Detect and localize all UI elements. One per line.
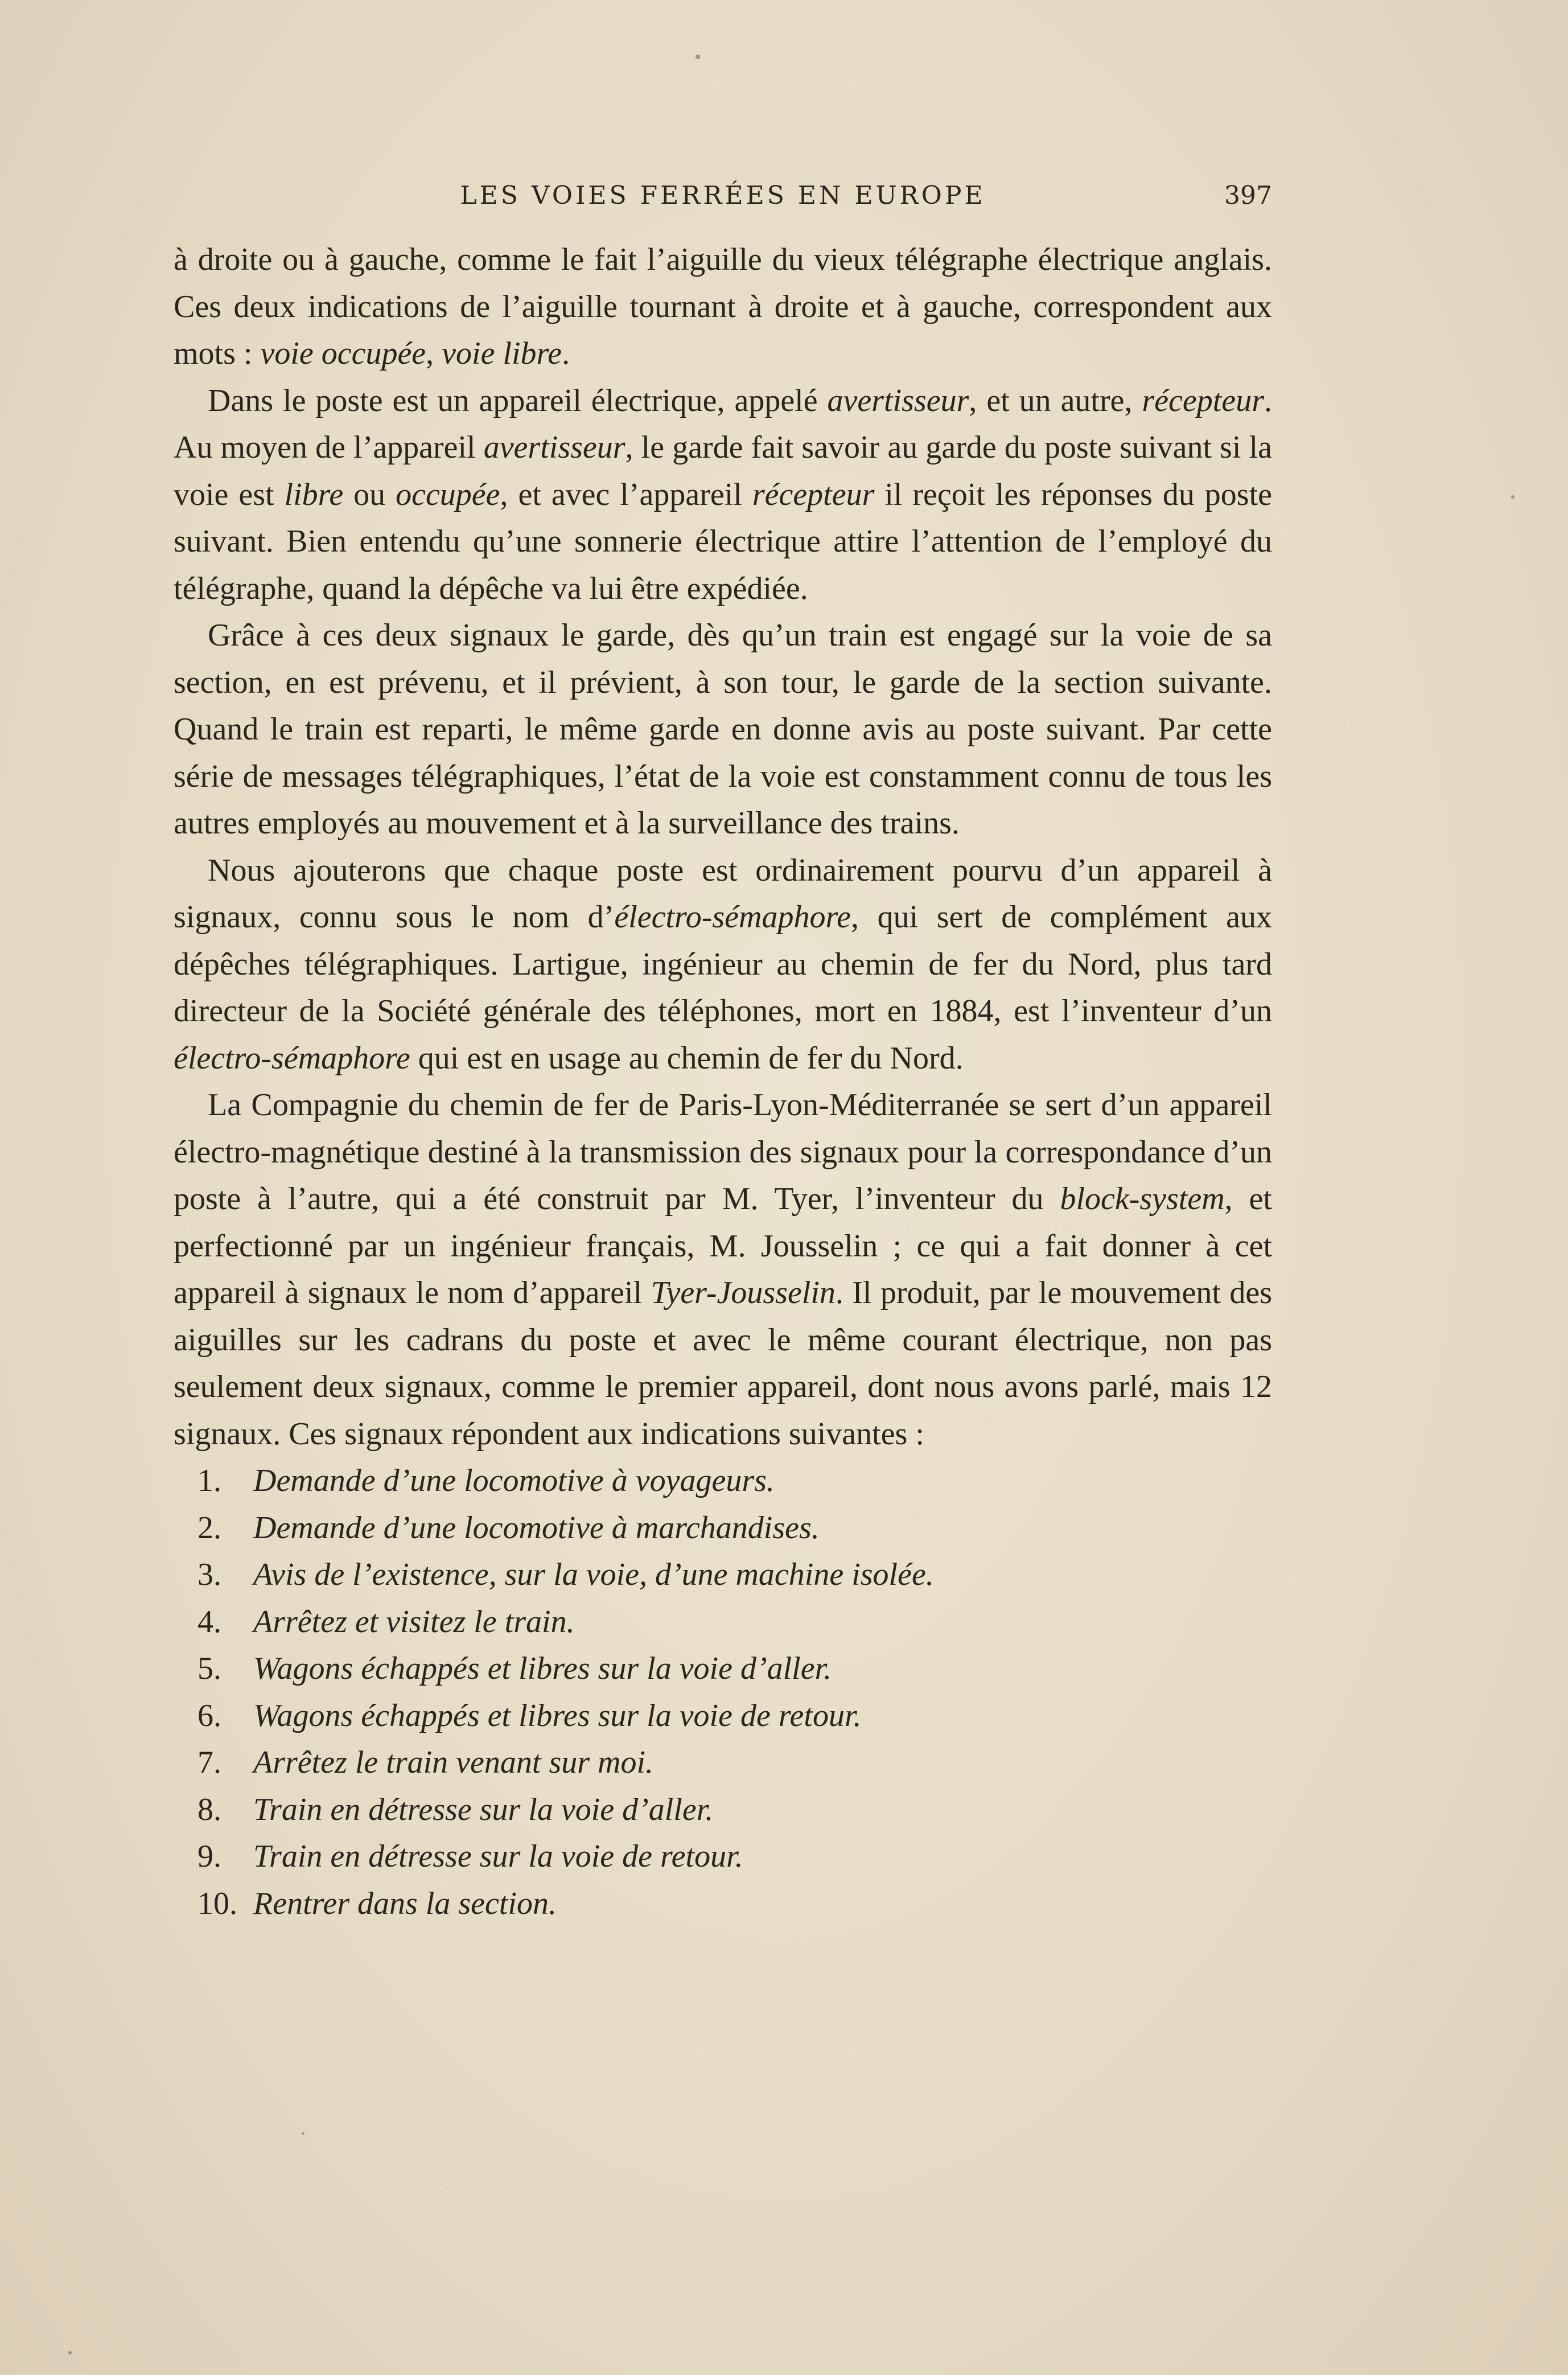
- italic-run: avertisseur: [483, 430, 625, 465]
- item-number: 5.: [197, 1651, 221, 1686]
- text-run: ,: [426, 336, 442, 371]
- item-text: Wagons échappés et libres sur la voie de retour.: [253, 1698, 862, 1733]
- item-number: 2.: [197, 1510, 221, 1546]
- list-item: [174, 1599, 1272, 1646]
- item-number: 6.: [197, 1698, 221, 1733]
- list-item: [174, 1645, 1272, 1692]
- text-run: , qui sert de complément aux dépêches télégraphiques. Lartigue, ingénieur au chemin de fer du Nord, plus tard directeur de la Société générale des téléphones, mort en 1884, est l’inventeur d’un: [174, 899, 1272, 1029]
- italic-run: avertisseur: [827, 383, 969, 418]
- text-run: Nous ajouterons que chaque poste est ordinairement pourvu d’un appareil à signaux, connu sous le nom d’: [174, 852, 1272, 935]
- item-text: Arrêtez et visitez le train.: [253, 1604, 575, 1640]
- italic-run: Tyer-Jousselin: [651, 1275, 836, 1310]
- list-item: [174, 1880, 1272, 1928]
- italic-run: occupée: [396, 476, 500, 512]
- list-item: [174, 1692, 1272, 1740]
- paragraph: [174, 236, 1272, 377]
- text-run: , et un autre,: [969, 383, 1142, 418]
- item-text: Rentrer dans la section.: [253, 1885, 557, 1921]
- paragraph: [174, 1082, 1272, 1457]
- text-run: , et perfectionné par un ingénieur français, M. Jousselin ; ce qui a fait donner à cet appareil à signaux le nom d’appareil: [174, 1181, 1272, 1310]
- item-text: Demande d’une locomotive à voyageurs.: [253, 1463, 775, 1498]
- list-item: [174, 1551, 1272, 1599]
- text-run: .: [562, 336, 570, 371]
- text-run: ou: [343, 476, 396, 512]
- italic-run: voie occupée: [260, 336, 426, 371]
- text-run: La Compagnie du chemin de fer de Paris-Lyon-Méditerranée se sert d’un appareil électro-magnétique destiné à la transmission des signaux pour la correspondance d’un poste à l’autre, qui a été construit par M. Tyer, l’inventeur du: [174, 1087, 1272, 1217]
- italic-run: électro-sémaphore: [174, 1040, 410, 1076]
- text-run: Dans le poste est un appareil électrique, appelé: [208, 383, 828, 418]
- italic-run: libre: [284, 476, 344, 512]
- text-run: à droite ou à gauche, comme le fait l’aiguille du vieux télégraphe électrique anglais. Ces deux indications de l’aiguille tournant à droite et à gauche, correspondent aux mots :: [174, 242, 1272, 371]
- ink-speck: [68, 2351, 72, 2355]
- paragraph: [174, 847, 1272, 1082]
- paragraph: Grâce à ces deux signaux le garde, dès qu’un train est engagé sur la voie de sa section, en est prévenu, et il prévient, à son tour, le garde de la section suivante. Quand le train est reparti, le même garde en donne avis au poste suivant. Par cette série de messages télégraphiques, l’état de la voie est constamment connu de tous les autres employés au mouvement et à la surveillance des trains.: [174, 618, 1272, 841]
- text-run: il reçoit les réponses du poste suivant. Bien entendu qu’une sonnerie électrique attire l’attention de l’employé du télégraphe, quand la dépêche va lui être expédiée.: [174, 476, 1273, 606]
- item-number: 1.: [197, 1463, 221, 1498]
- body-text: [174, 236, 1272, 1927]
- ink-speck: [1511, 495, 1515, 499]
- ink-speck: [302, 2132, 304, 2135]
- signals-list: [174, 1457, 1272, 1927]
- ink-speck: [695, 55, 700, 59]
- item-number: 8.: [197, 1791, 221, 1827]
- text-run: . Il produit, par le mouvement des aiguilles sur les cadrans du poste et avec le même courant électrique, non pas seulement deux signaux, comme le premier appareil, dont nous avons parlé, mais 12 signaux. Ces signaux répondent aux indications suivantes :: [174, 1275, 1272, 1452]
- list-item: [174, 1739, 1272, 1786]
- list-item: [174, 1457, 1272, 1505]
- item-number: 10.: [197, 1885, 237, 1921]
- item-number: 4.: [197, 1604, 221, 1640]
- italic-run: block-system: [1060, 1181, 1225, 1217]
- text-run: , le garde fait savoir au garde du poste suivant si la voie est: [174, 430, 1273, 512]
- page-number: 397: [1224, 181, 1272, 210]
- item-text: Demande d’une locomotive à marchandises.: [253, 1510, 820, 1546]
- italic-run: voie libre: [442, 336, 562, 371]
- text-run: , et avec l’appareil: [500, 476, 752, 512]
- item-text: Train en détresse sur la voie d’aller.: [253, 1791, 714, 1827]
- italic-run: récepteur: [1142, 383, 1264, 418]
- item-number: 3.: [197, 1557, 221, 1592]
- item-number: 7.: [197, 1745, 221, 1780]
- text-run: . Au moyen de l’appareil: [174, 383, 1272, 465]
- item-text: Wagons échappés et libres sur la voie d’aller.: [253, 1651, 832, 1686]
- item-text: Arrêtez le train venant sur moi.: [253, 1745, 654, 1780]
- list-item: [174, 1505, 1272, 1552]
- item-text: Avis de l’existence, sur la voie, d’une machine isolée.: [253, 1557, 934, 1592]
- item-number: 9.: [197, 1839, 221, 1874]
- italic-run: récepteur: [752, 476, 875, 512]
- running-title: LES VOIES FERRÉES EN EUROPE: [460, 181, 986, 210]
- paragraph: [174, 377, 1272, 613]
- italic-run: électro-sémaphore: [614, 899, 851, 935]
- list-item: [174, 1833, 1272, 1880]
- item-text: Train en détresse sur la voie de retour.: [253, 1839, 743, 1874]
- text-run: qui est en usage au chemin de fer du Nord.: [410, 1040, 964, 1076]
- list-item: [174, 1786, 1272, 1834]
- page-header: [174, 181, 1272, 221]
